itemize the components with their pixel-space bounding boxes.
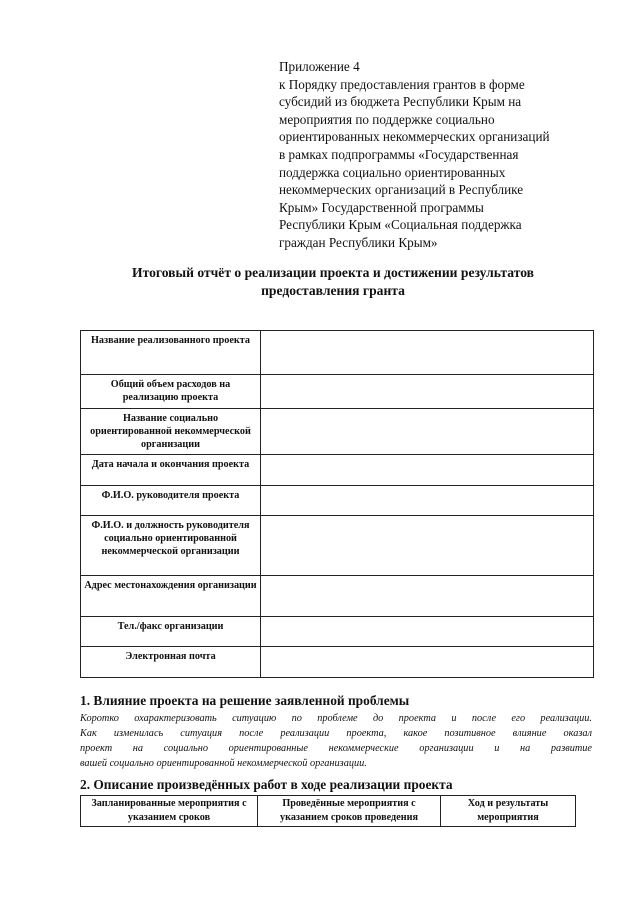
info-label: Общий объем расходов на реализацию проекта xyxy=(81,375,261,409)
info-value-cell[interactable] xyxy=(261,331,594,375)
appendix-block xyxy=(279,58,609,252)
info-row xyxy=(81,617,594,647)
description-line: Как изменилась ситуация после реализации проекта, какое позитивное влияние оказал xyxy=(80,728,592,739)
info-value-cell[interactable] xyxy=(261,617,594,647)
info-row xyxy=(81,576,594,617)
works-table xyxy=(80,795,576,827)
info-value-cell[interactable] xyxy=(261,455,594,486)
project-info-table xyxy=(80,330,594,678)
appendix-line: поддержка социально ориентированных xyxy=(279,164,506,180)
info-value-cell[interactable] xyxy=(261,647,594,678)
title-line-1: Итоговый отчёт о реализации проекта и достижении результатов xyxy=(132,265,534,280)
appendix-line: Крым» Государственной программы xyxy=(279,199,484,215)
works-header-row xyxy=(81,796,576,827)
info-row xyxy=(81,331,594,375)
section2-heading: 2. Описание произведённых работ в ходе реализации проекта xyxy=(80,777,453,792)
appendix-line: Приложение 4 xyxy=(279,59,360,74)
info-row xyxy=(81,455,594,486)
info-label: Дата начала и окончания проекта xyxy=(81,455,261,486)
info-label: Ф.И.О. и должность руководителя социально ориентированной некоммерческой организации xyxy=(81,516,261,576)
works-column-header: Проведённые мероприятия с указанием сроков проведения xyxy=(258,796,441,827)
description-line: вашей социально ориентированной некоммерческой организации. xyxy=(80,758,367,769)
section1-description xyxy=(80,711,592,771)
section1-heading: 1. Влияние проекта на решение заявленной проблемы xyxy=(80,693,410,708)
info-row xyxy=(81,516,594,576)
info-value-cell[interactable] xyxy=(261,576,594,617)
description-line: Коротко охарактеризовать ситуацию по проблеме до проекта и после его реализации. xyxy=(80,713,592,724)
info-value-cell[interactable] xyxy=(261,409,594,455)
info-row xyxy=(81,409,594,455)
info-label: Электронная почта xyxy=(81,647,261,678)
info-label: Ф.И.О. руководителя проекта xyxy=(81,486,261,516)
info-row xyxy=(81,375,594,409)
info-row xyxy=(81,486,594,516)
appendix-line: субсидий из бюджета Республики Крым на xyxy=(279,94,522,110)
appendix-line: граждан Республики Крым» xyxy=(279,234,438,250)
info-label: Тел./факс организации xyxy=(81,617,261,647)
appendix-line: Республики Крым «Социальная поддержка xyxy=(279,217,522,233)
info-label: Адрес местонахождения организации xyxy=(81,576,261,617)
appendix-line: мероприятия по поддержке социально xyxy=(279,111,495,127)
works-column-header: Запланированные мероприятия с указанием сроков xyxy=(81,796,258,827)
info-label: Название социально ориентированной некоммерческой организации xyxy=(81,409,261,455)
info-row xyxy=(81,647,594,678)
info-value-cell[interactable] xyxy=(261,375,594,409)
description-line: проект на социально ориентированные некоммерческие организации и на развитие xyxy=(80,743,592,754)
appendix-line: в рамках подпрограммы «Государственная xyxy=(279,146,519,162)
appendix-line: некоммерческих организаций в Республике xyxy=(279,182,524,198)
info-label: Название реализованного проекта xyxy=(81,331,261,375)
info-value-cell[interactable] xyxy=(261,516,594,576)
title-line-2: предоставления гранта xyxy=(261,283,405,298)
info-value-cell[interactable] xyxy=(261,486,594,516)
appendix-line: ориентированных некоммерческих организаций xyxy=(279,129,550,145)
works-column-header: Ход и результаты мероприятия xyxy=(441,796,576,827)
document-title xyxy=(60,264,606,300)
appendix-line: к Порядку предоставления грантов в форме xyxy=(279,76,525,92)
